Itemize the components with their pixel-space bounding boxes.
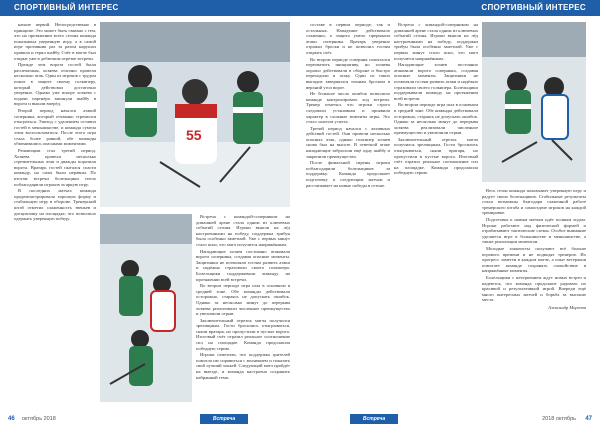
left-columns	[0, 22, 300, 402]
right-section-title: СПОРТИВНЫЙ ИНТЕРЕС	[481, 3, 586, 12]
magazine-logo-right: Встреча	[350, 414, 398, 424]
paragraph: В последних матчах команда продемонстрировала хорошую форму и стабильную игру в обороне. Тренерский штаб отметил слаженность звеньев и дисциплину на площадке, что позволило одержать уверенную победу.	[14, 188, 96, 222]
paragraph: Нападающие хозяев постоянно атаковали ворота соперника, создавая опасные моменты. Защитники не позволяли гостям развить атаки и надёжно страховали своего голкипера. Болельщики поддерживали команду на протяжении всей встречи.	[394, 62, 478, 101]
paragraph: Встреча с командой-соперником на домашней арене стала одним из ключевых событий сезона. Игроки вышли на лёд настроенными на победу, поддержка трибун была особенно заметной. Уже с первых минут стало ясно, что матч получится напряжённым.	[196, 214, 290, 247]
left-section-title: СПОРТИВНЫЙ ИНТЕРЕС	[14, 3, 119, 12]
hockey-goalie-illustration	[482, 22, 586, 182]
hockey-photo-main	[100, 22, 290, 207]
paragraph: После финальной сирены игроки поблагодарили болельщиков за поддержку. Команда продолжает подготовку к следующим матчам и рассчитывает на новые победы в сезоне.	[306, 160, 390, 188]
paragraph: Подготовка к новым матчам идёт полным ходом. Игроки работают над физической формой и отрабатывают тактические схемы. Особое внимание уделяется игре в большинстве и меньшинстве, а также реализации моментов.	[482, 216, 586, 245]
paragraph: Прежде чем ворота гостей были распечатаны, хозяева отлично провели несколько атак. Один из игроков с трудом помог в защите своему голкиперу, который действовал достаточно уверенно. Однако уже вскоре хозяева с подачи партнёра закинули шайбу в ворота и вышли вперёд.	[14, 62, 96, 107]
right-page	[300, 0, 600, 428]
article-column-2	[196, 214, 290, 404]
paragraph: Решающим стал третий период. Хозяева провели несколько стремительных атак и дважды поразили ворота. Вратарь гостей пытался спасти команду, но силы были неравны. По итогам встречи болельщики тепло поблагодарили игроков за яркую игру.	[14, 148, 96, 187]
article-column-3	[306, 22, 390, 402]
hockey-game-illustration	[100, 214, 192, 402]
article-column-3b	[394, 22, 478, 402]
hockey-photo-secondary	[100, 214, 192, 402]
paragraph: Весь сезон команда показывает уверенную игру и радует своих болельщиков. Стабильные результаты стали возможны благодаря слаженной работе тренерского штаба и самоотдаче игроков на каждой тренировке.	[482, 188, 586, 216]
paragraph: Не большое число ошибок позволило команде контролировать ход встречи. Тренер отметил, что игроки строго следовали установкам и проявили характер в сложные моменты игры. Это стало залогом успеха.	[306, 91, 390, 125]
right-columns	[300, 22, 600, 402]
right-section-banner	[300, 0, 600, 16]
paragraph: Во втором периоде игра шла в основном в средней зоне. Обе команды действовали осторожно, стараясь не допускать ошибок. Однако за несколько минут до перерыва хозяева реализовали численное преимущество и увеличили отрыв.	[394, 102, 478, 136]
paragraph: Заключительный отрезок матча получился зрелищным. Гости бросились отыгрываться, сняли вратаря, но пропустили в пустые ворота. Итоговый счёт отразил реальное соотношение сил на площадке. Команда продолжила победную серию.	[394, 136, 478, 176]
paragraph: начале первой. Непосредственно в принципе. Это может быть связано с тем, что на протяжении всего сезона команда показывала уверенную игру, а в самой игре противник раз за разом нарушал правила и терял шайбу. Счёт в матче был открыт уже в дебютном отрезке встречи.	[14, 22, 96, 61]
left-section-banner	[0, 0, 300, 16]
right-footer	[300, 408, 600, 428]
left-footer	[0, 408, 300, 428]
article-column-1	[14, 22, 96, 402]
paragraph: Игроки отметили, что поддержка зрителей помогла им справиться с волнением и показать свой лучший хоккей. Следующий матч пройдёт на выезде, и команда настроена сохранить набранный темп.	[196, 352, 290, 380]
paragraph: Во втором периоде игра шла в основном в средней зоне. Обе команды действовали осторожно, стараясь не допускать ошибок. Однако за несколько минут до перерыва хозяева реализовали численное преимущество и увеличили отрыв.	[196, 283, 290, 317]
right-page-number: 47	[585, 416, 592, 422]
magazine-logo-left: Встреча	[200, 414, 248, 424]
paragraph: Заключительный отрезок матча получился зрелищным. Гости бросились отыгрываться, сняли вратаря, но пропустили в пустые ворота. Итоговый счёт отразил реальное соотношение сил на площадке. Команда продолжила победную серию.	[196, 317, 290, 351]
author-signature: Александр Морозов	[548, 304, 586, 310]
article-column-4	[482, 188, 586, 402]
paragraph: составе в первом периоде, так и остальных. Нападение действовало слаженно, а защита умело прерывала атаки соперника. Вратарь уверенно отражал броски и не позволил гостям открыть счёт.	[306, 22, 390, 55]
paragraph: Нападающие хозяев постоянно атаковали ворота соперника, создавая опасные моменты. Защитники не позволяли гостям развить атаки и надёжно страховали своего голкипера. Болельщики поддерживали команду на протяжении всей встречи.	[196, 248, 290, 282]
paragraph: Встреча с командой-соперником на домашней арене стала одним из ключевых событий сезона. Игроки вышли на лёд настроенными на победу, поддержка трибун была особенно заметной. Уже с первых минут стало ясно, что матч получится напряжённым.	[394, 22, 478, 61]
paragraph: Второй период начался атакой соперника, который отчаянно стремился отыграться. Эпизод с удалением оставил гостей в меньшинстве, и команда сумела этим воспользоваться. После этого игра стала более равной, обе команды обменивались опасными моментами.	[14, 107, 96, 147]
svg-text:55: 55	[186, 127, 202, 143]
left-page-number: 46	[8, 416, 15, 422]
paragraph: Болельщики с нетерпением ждут новых встреч и надеются, что команда продолжит радовать их красивой и результативной игрой. Впереди ещё много интересных матчей и борьба за высокие места.	[482, 274, 586, 303]
right-page-date: 2018 октябрь	[542, 416, 576, 422]
left-page-date: октябрь 2018	[22, 416, 56, 422]
paragraph: Во втором периоде соперник попытался перехватить инициативу, но хозяева хорошо действовали в обороне и быстро переходили в атаку. Один из таких выпадов завершился точным броском в верхний угол ворот.	[306, 56, 390, 90]
paragraph: Третий период начался с активных действий гостей. Они провели несколько опасных атак, однако голкипер хозяев снова был на высоте. В ответной атаке нападающие забросили ещё одну шайбу и закрепили преимущество.	[306, 125, 390, 159]
hockey-players-illustration	[100, 22, 290, 207]
paragraph: Молодые хоккеисты получают всё больше игрового времени и не подводят тренеров. Их прогресс заметен в каждом матче, а опыт ветеранов помогает команде сохранять спокойствие в напряжённые моменты.	[482, 245, 586, 274]
hockey-photo-right	[482, 22, 586, 182]
